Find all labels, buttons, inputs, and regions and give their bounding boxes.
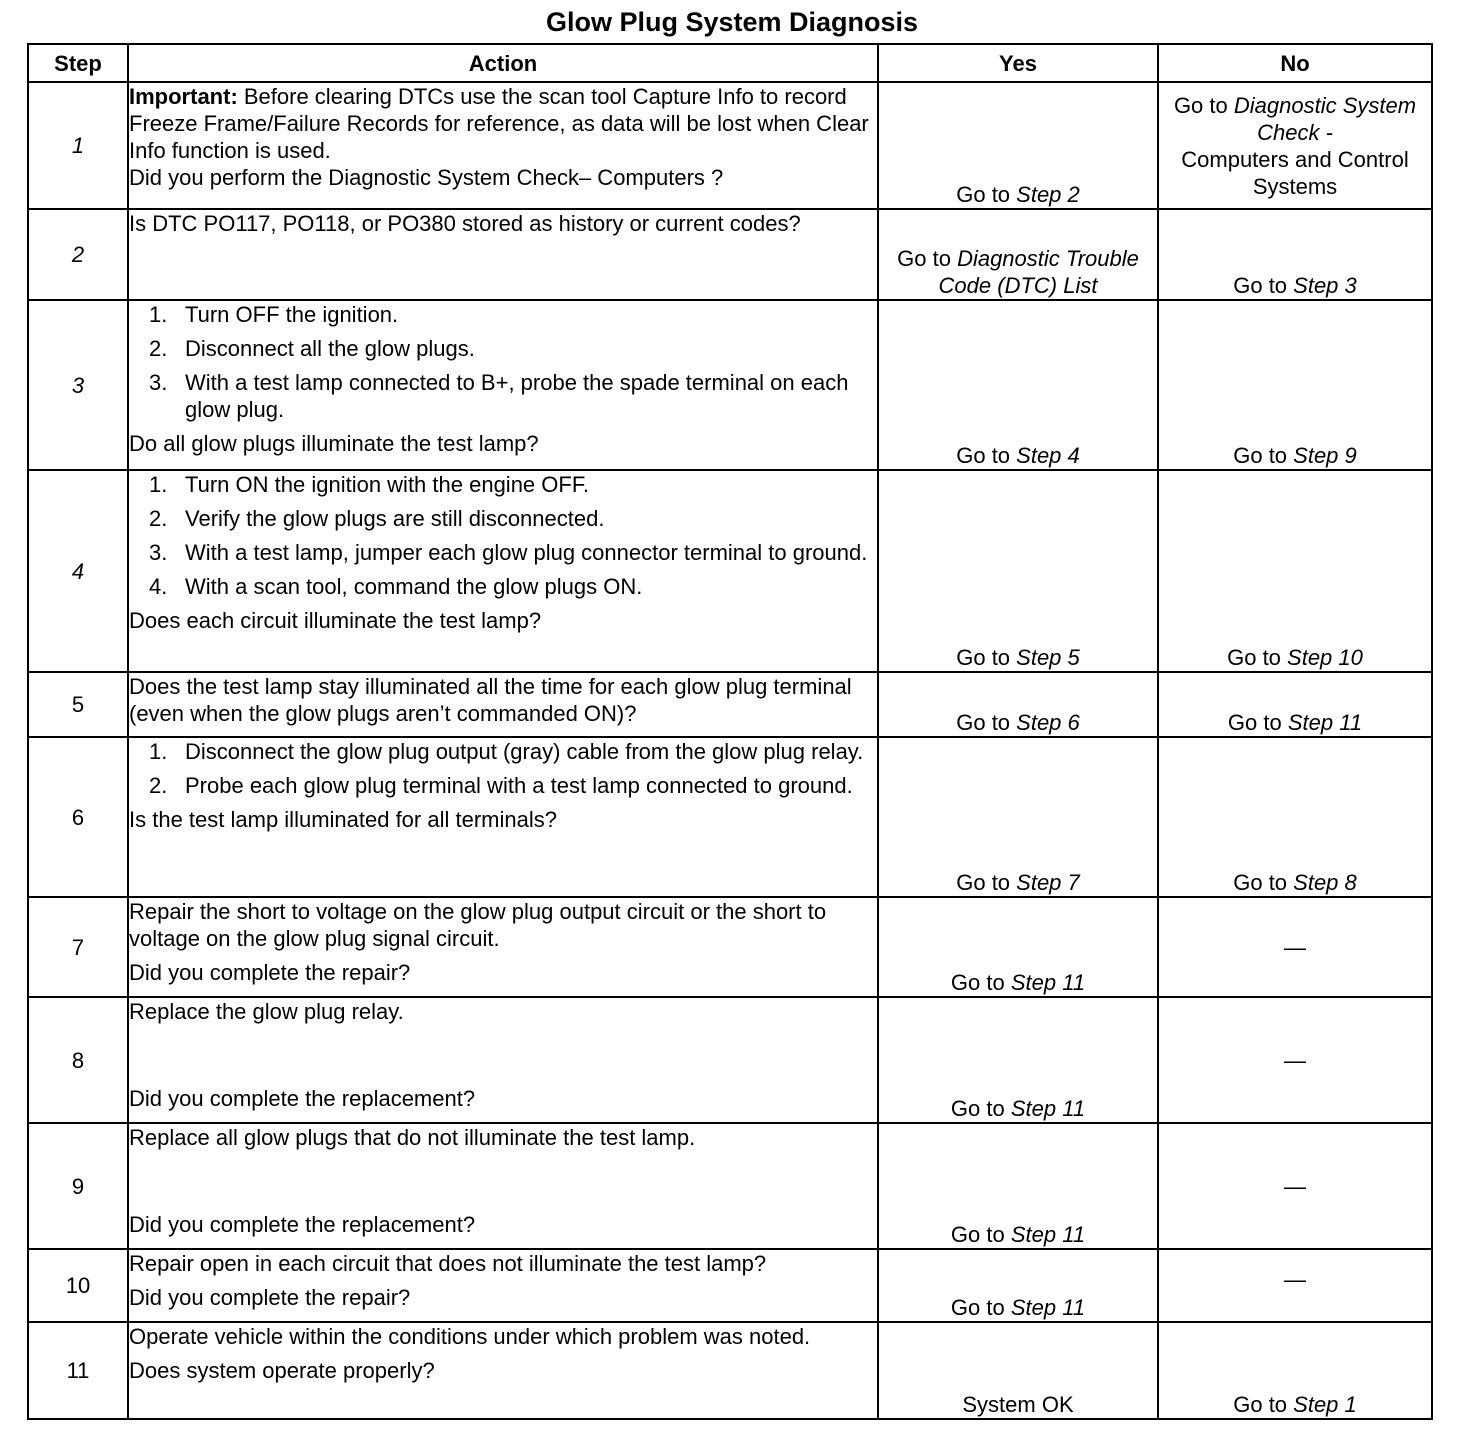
no-prefix: Go to: [1233, 870, 1294, 895]
action-question: Did you complete the replacement?: [129, 1212, 476, 1237]
action-intro: Replace the glow plug relay.: [129, 999, 404, 1024]
no-prefix: Go to: [1173, 92, 1234, 118]
no-cell: [1158, 897, 1432, 997]
no-cell: [1158, 470, 1432, 672]
yes-prefix: Go to: [956, 870, 1017, 895]
header-no: No: [1158, 44, 1432, 82]
table-row: [28, 672, 1432, 737]
no-link[interactable]: Step 11: [1287, 710, 1363, 735]
list-number: 1.: [149, 472, 168, 497]
yes-link[interactable]: Step 7: [1016, 870, 1080, 895]
no-cell: [1158, 672, 1432, 737]
action-cell: [128, 82, 878, 209]
no-link[interactable]: Step 9: [1293, 443, 1357, 468]
table-row: [28, 737, 1432, 897]
no-prefix: Go to: [1233, 443, 1294, 468]
action-intro: [129, 83, 877, 164]
table-row: [28, 1322, 1432, 1419]
action-cell: [128, 1322, 878, 1419]
no-link[interactable]: Step 8: [1293, 870, 1357, 895]
no-cell: [1158, 737, 1432, 897]
list-text: With a test lamp connected to B+, probe the spade terminal on each glow plug.: [185, 370, 849, 422]
action-cell: [128, 897, 878, 997]
procedure-list: [129, 471, 877, 600]
yes-cell: [878, 672, 1158, 737]
no-cell: [1158, 209, 1432, 300]
no-link[interactable]: Step 10: [1287, 645, 1363, 670]
list-item: [129, 505, 877, 532]
list-number: 2.: [149, 506, 168, 531]
yes-link[interactable]: Step 6: [1016, 710, 1080, 735]
table-row: [28, 897, 1432, 997]
action-intro: Repair open in each circuit that does not illuminate the test lamp?: [129, 1251, 767, 1276]
no-prefix: Go to: [1233, 1392, 1294, 1417]
action-cell: [128, 737, 878, 897]
no-cell: [1158, 1249, 1432, 1322]
list-item: [129, 301, 877, 328]
list-number: 1.: [149, 302, 168, 327]
action-question: Did you complete the replacement?: [129, 1086, 476, 1111]
header-yes: Yes: [878, 44, 1158, 82]
step-number: 3: [28, 300, 128, 470]
list-number: 1.: [149, 739, 168, 764]
yes-link[interactable]: Step 11: [1010, 1222, 1086, 1247]
action-cell: [128, 1123, 878, 1249]
no-link[interactable]: Diagnostic System Check -: [1233, 92, 1417, 145]
action-question: Did you perform the Diagnostic System Check– Computers ?: [129, 165, 724, 190]
action-cell: [128, 209, 878, 300]
action-intro: Repair the short to voltage on the glow plug output circuit or the short to voltage on the glow plug signal circuit.: [129, 899, 827, 951]
no-link[interactable]: Step 3: [1293, 273, 1357, 298]
yes-prefix: Go to: [956, 645, 1017, 670]
action-cell: [128, 300, 878, 470]
header-action: Action: [128, 44, 878, 82]
yes-link[interactable]: Step 11: [1010, 1096, 1086, 1121]
action-cell: [128, 672, 878, 737]
table-row: [28, 1123, 1432, 1249]
yes-link[interactable]: Step 11: [1010, 970, 1086, 995]
header-row: [28, 44, 1432, 82]
yes-cell: [878, 300, 1158, 470]
diagnosis-table: [27, 43, 1433, 1420]
no-dash: —: [1284, 1173, 1306, 1199]
list-item: [129, 772, 877, 799]
table-row: [28, 300, 1432, 470]
step-number: 9: [28, 1123, 128, 1249]
action-cell: [128, 470, 878, 672]
table-row: [28, 1249, 1432, 1322]
list-text: With a scan tool, command the glow plugs ON.: [185, 574, 643, 599]
yes-prefix: Go to: [950, 1222, 1011, 1247]
list-text: Verify the glow plugs are still disconnected.: [185, 506, 605, 531]
yes-prefix: Go to: [950, 970, 1011, 995]
yes-cell: [878, 1249, 1158, 1322]
yes-cell: [878, 737, 1158, 897]
list-text: With a test lamp, jumper each glow plug connector terminal to ground.: [185, 540, 868, 565]
step-number: 10: [28, 1249, 128, 1322]
list-item: [129, 369, 877, 423]
header-step: Step: [28, 44, 128, 82]
yes-prefix: Go to: [950, 1295, 1011, 1320]
yes-link[interactable]: Step 2: [1016, 182, 1080, 207]
action-cell: [128, 1249, 878, 1322]
yes-link[interactable]: Step 4: [1016, 443, 1080, 468]
step-number: 4: [28, 470, 128, 672]
no-cell: [1158, 300, 1432, 470]
action-question: Did you complete the repair?: [129, 1285, 411, 1310]
yes-link[interactable]: Diagnostic Trouble Code (DTC) List: [938, 246, 1139, 298]
yes-cell: [878, 997, 1158, 1123]
yes-link[interactable]: Step 11: [1010, 1295, 1086, 1320]
step-number: 5: [28, 672, 128, 737]
action-question: Does system operate properly?: [129, 1358, 435, 1383]
table-row: [28, 997, 1432, 1123]
no-prefix: Go to: [1227, 710, 1288, 735]
action-question: Does the test lamp stay illuminated all the time for each glow plug terminal (even when the glow plugs aren’t commanded ON)?: [129, 674, 852, 726]
no-prefix: Go to: [1233, 273, 1294, 298]
action-intro: Operate vehicle within the conditions under which problem was noted.: [129, 1324, 811, 1349]
step-number: 7: [28, 897, 128, 997]
intro-text: Before clearing DTCs use the scan tool Capture Info to record Freeze Frame/Failure Records for reference, as data will be lost when Clear Info function is used.: [129, 84, 869, 163]
list-item: [129, 573, 877, 600]
no-prefix: Go to: [1227, 645, 1288, 670]
step-number: 1: [28, 82, 128, 209]
yes-cell: [878, 1322, 1158, 1419]
no-cell: [1158, 1322, 1432, 1419]
list-number: 2.: [149, 773, 168, 798]
page-title: Glow Plug System Diagnosis: [545, 7, 919, 37]
list-item: [129, 471, 877, 498]
action-question: Is the test lamp illuminated for all terminals?: [129, 807, 557, 832]
procedure-list: [129, 301, 877, 423]
yes-prefix: Go to: [897, 246, 958, 271]
action-intro: Replace all glow plugs that do not illuminate the test lamp.: [129, 1125, 696, 1150]
no-dash: —: [1284, 934, 1306, 960]
no-cell: [1158, 1123, 1432, 1249]
no-cell: [1158, 82, 1432, 209]
yes-cell: [878, 897, 1158, 997]
list-text: Turn ON the ignition with the engine OFF.: [185, 472, 589, 497]
list-number: 3.: [149, 370, 168, 395]
no-dash: —: [1284, 1047, 1306, 1073]
list-item: [129, 335, 877, 362]
no-link[interactable]: Step 1: [1293, 1392, 1357, 1417]
list-text: Disconnect the glow plug output (gray) cable from the glow plug relay.: [185, 739, 864, 764]
step-number: 6: [28, 737, 128, 897]
list-item: [129, 738, 877, 765]
yes-prefix: Go to: [956, 182, 1017, 207]
action-question: Did you complete the repair?: [129, 960, 411, 985]
table-row: [28, 470, 1432, 672]
step-number: 2: [28, 209, 128, 300]
no-suffix: Computers and Control Systems: [1181, 146, 1409, 199]
yes-prefix: Go to: [956, 710, 1017, 735]
list-text: Probe each glow plug terminal with a test lamp connected to ground.: [185, 773, 853, 798]
table-row: [28, 209, 1432, 300]
important-label: Important:: [129, 84, 238, 109]
yes-cell: [878, 470, 1158, 672]
yes-cell: [878, 209, 1158, 300]
yes-cell: [878, 1123, 1158, 1249]
table-row: [28, 82, 1432, 209]
no-cell: [1158, 997, 1432, 1123]
action-question: Does each circuit illuminate the test lamp?: [129, 608, 542, 633]
step-number: 8: [28, 997, 128, 1123]
yes-prefix: Go to: [956, 443, 1017, 468]
action-question: Is DTC PO117, PO118, or PO380 stored as history or current codes?: [129, 211, 801, 236]
procedure-list: [129, 738, 877, 799]
action-cell: [128, 997, 878, 1123]
no-dash: —: [1284, 1267, 1306, 1292]
yes-prefix: Go to: [950, 1096, 1011, 1121]
yes-text[interactable]: System OK: [962, 1392, 1074, 1417]
step-number: 11: [28, 1322, 128, 1419]
action-question: Do all glow plugs illuminate the test lamp?: [129, 431, 539, 456]
list-text: Disconnect all the glow plugs.: [185, 336, 475, 361]
list-item: [129, 539, 877, 566]
list-number: 2.: [149, 336, 168, 361]
list-number: 3.: [149, 540, 168, 565]
yes-cell: [878, 82, 1158, 209]
list-number: 4.: [149, 574, 168, 599]
yes-link[interactable]: Step 5: [1016, 645, 1080, 670]
list-text: Turn OFF the ignition.: [185, 302, 399, 327]
